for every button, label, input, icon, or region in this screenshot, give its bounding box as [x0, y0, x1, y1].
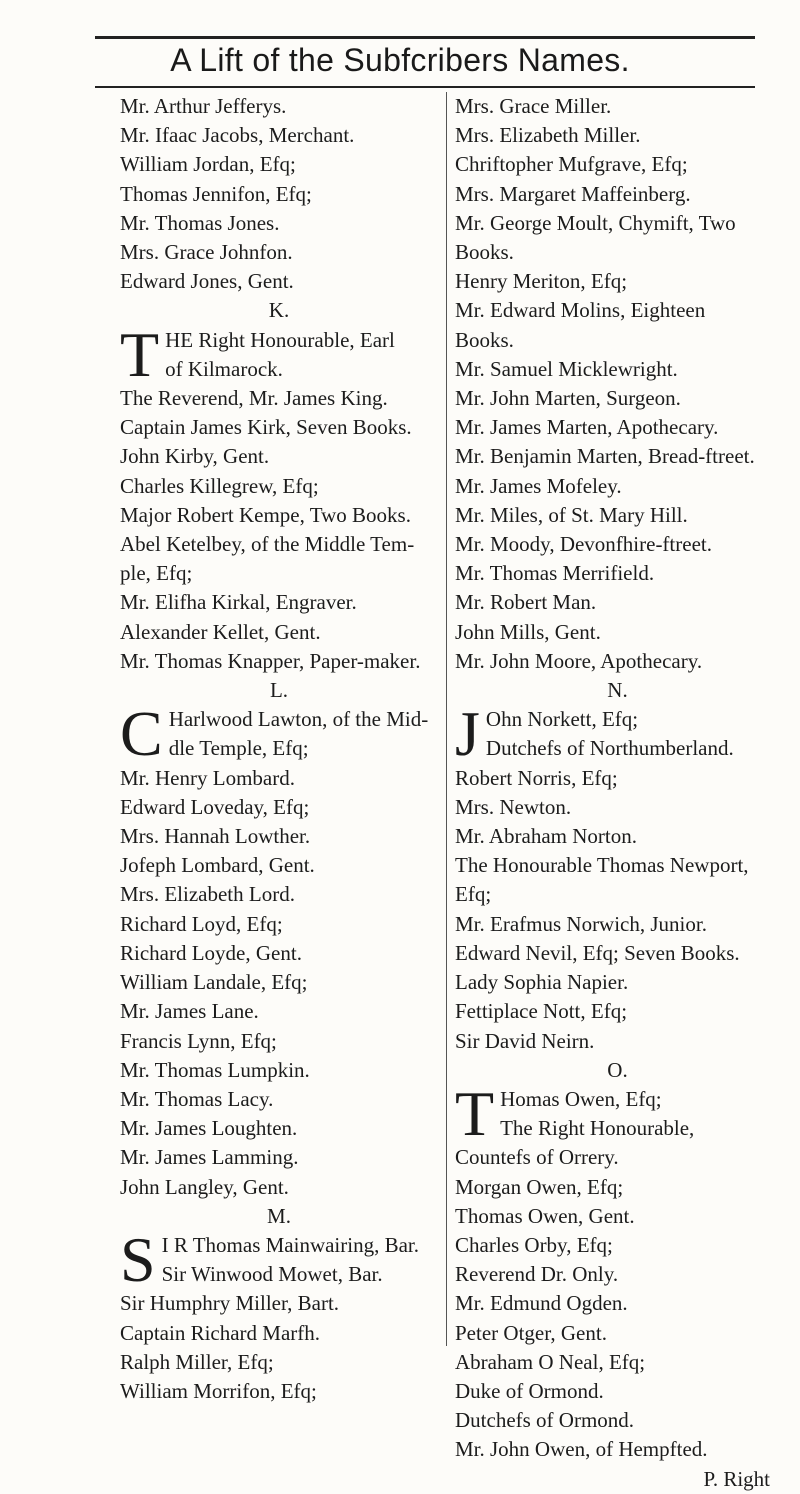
- list-item: The Reverend, Mr. James King.: [120, 386, 388, 411]
- list-item: William Jordan, Efq;: [120, 152, 296, 177]
- column-divider: [446, 92, 447, 1346]
- list-item: Lady Sophia Napier.: [455, 970, 629, 995]
- list-item: Dutchefs of Northumberland.: [485, 736, 734, 761]
- list-item: Peter Otger, Gent.: [455, 1320, 607, 1345]
- list-item: Mr. Samuel Micklewright.: [455, 356, 678, 381]
- list-item: Sir Humphry Miller, Bart.: [120, 1291, 340, 1316]
- list-item: Mrs. Margaret Maffeinberg.: [455, 181, 691, 206]
- section-letter-m: M.: [267, 1203, 291, 1228]
- list-item: Major Robert Kempe, Two Books.: [120, 502, 411, 527]
- list-item: Mr. John Moore, Apothecary.: [455, 648, 703, 673]
- list-item: Charles Orby, Efq;: [455, 1232, 613, 1257]
- list-item: Reverend Dr. Only.: [455, 1262, 619, 1287]
- list-item: Mr. Henry Lombard.: [120, 765, 295, 790]
- list-item: Mr. James Lane.: [120, 999, 259, 1024]
- list-item: The Honourable Thomas Newport,: [455, 853, 749, 878]
- list-item: Sir David Neirn.: [455, 1028, 595, 1053]
- list-item: Mr. Thomas Lumpkin.: [120, 1057, 310, 1082]
- list-item: Thomas Owen, Gent.: [455, 1203, 635, 1228]
- section-letter-l: L.: [269, 678, 289, 703]
- drop-cap: T: [120, 318, 160, 390]
- list-item: Mr. Moody, Devonfhire-ftreet.: [455, 532, 712, 557]
- list-item: Mr. Ifaac Jacobs, Merchant.: [120, 123, 355, 148]
- section-k-opening: [120, 318, 438, 390]
- drop-cap: C: [120, 698, 163, 770]
- section-o-opening: [455, 1077, 780, 1149]
- list-item: Mr. James Loughten.: [120, 1116, 298, 1141]
- list-item: ple, Efq;: [120, 561, 193, 586]
- page-title: A Lift of the Subfcribers Names.: [170, 42, 630, 78]
- list-item: Mr. Miles, of St. Mary Hill.: [455, 502, 688, 527]
- list-item: Captain Richard Marfh.: [120, 1320, 321, 1345]
- list-item: Mr. James Mofeley.: [455, 473, 622, 498]
- list-item: Mrs. Elizabeth Lord.: [120, 882, 295, 907]
- drop-cap: T: [455, 1077, 495, 1149]
- list-item: William Morrifon, Efq;: [120, 1378, 317, 1403]
- section-letter-k: K.: [268, 298, 290, 323]
- list-item: Mr. James Marten, Apothecary.: [455, 415, 719, 440]
- list-item: Homas Owen, Efq;: [500, 1086, 662, 1111]
- list-item: I R Thomas Mainwairing, Bar.: [161, 1232, 420, 1257]
- list-item: Edward Nevil, Efq; Seven Books.: [455, 940, 740, 965]
- list-item: Abraham O Neal, Efq;: [455, 1349, 646, 1374]
- list-item: Edward Loveday, Efq;: [120, 794, 310, 819]
- section-letter-n: N.: [607, 678, 628, 703]
- list-item: Henry Meriton, Efq;: [455, 269, 628, 294]
- list-item: Fettiplace Nott, Efq;: [455, 999, 628, 1024]
- list-item: Mr. Thomas Knapper, Paper-maker.: [120, 648, 421, 673]
- list-item: Countefs of Orrery.: [455, 1145, 619, 1170]
- left-column: [120, 92, 438, 1406]
- list-item: John Kirby, Gent.: [120, 444, 270, 469]
- list-item: Mr. Edward Molins, Eighteen: [455, 298, 706, 323]
- list-item: Ohn Norkett, Efq;: [485, 707, 639, 732]
- section-l-opening: [120, 698, 438, 770]
- list-item: Mrs. Grace Miller.: [455, 94, 612, 118]
- list-item: Charles Killegrew, Efq;: [120, 473, 319, 498]
- list-item: Mrs. Elizabeth Miller.: [455, 123, 641, 148]
- list-item: Edward Jones, Gent.: [120, 269, 294, 294]
- list-item: Mrs. Grace Johnfon.: [120, 240, 293, 265]
- list-item: Alexander Kellet, Gent.: [120, 619, 321, 644]
- list-item: Chriftopher Mufgrave, Efq;: [455, 152, 688, 177]
- list-item: Mr. Erafmus Norwich, Junior.: [455, 911, 707, 936]
- list-item: John Langley, Gent.: [120, 1174, 289, 1199]
- list-item: Richard Loyde, Gent.: [120, 940, 302, 965]
- list-item: Mr. George Moult, Chymift, Two: [455, 210, 736, 235]
- right-column: [455, 92, 780, 1494]
- list-item: John Mills, Gent.: [455, 619, 601, 644]
- drop-cap: S: [120, 1223, 156, 1295]
- section-n-opening: [455, 698, 780, 770]
- list-item: Jofeph Lombard, Gent.: [120, 853, 315, 878]
- list-item: Mr. Robert Man.: [455, 590, 597, 615]
- list-item: Books.: [455, 240, 514, 265]
- list-item: Dutchefs of Ormond.: [455, 1408, 635, 1433]
- list-item: Mr. Benjamin Marten, Bread-ftreet.: [455, 444, 755, 469]
- list-item: Richard Loyd, Efq;: [120, 911, 283, 936]
- list-item: Captain James Kirk, Seven Books.: [120, 415, 412, 440]
- list-item: Mr. Thomas Jones.: [120, 210, 280, 235]
- list-item: Mr. Arthur Jefferys.: [120, 94, 287, 118]
- list-item: Mr. Abraham Norton.: [455, 824, 637, 849]
- header-rule-bottom: [95, 86, 755, 88]
- list-item: Mr. Edmund Ogden.: [455, 1291, 628, 1316]
- list-item: Sir Winwood Mowet, Bar.: [161, 1262, 383, 1287]
- list-item: Ralph Miller, Efq;: [120, 1349, 274, 1374]
- list-item: Francis Lynn, Efq;: [120, 1028, 277, 1053]
- list-item: of Kilmarock.: [165, 356, 283, 381]
- drop-cap: J: [455, 698, 480, 770]
- list-item: Duke of Ormond.: [455, 1378, 604, 1403]
- list-item: Mr. Thomas Lacy.: [120, 1086, 274, 1111]
- list-item: Mrs. Hannah Lowther.: [120, 824, 311, 849]
- list-item: Harlwood Lawton, of the Mid-: [168, 707, 429, 732]
- list-item: Morgan Owen, Efq;: [455, 1174, 624, 1199]
- list-item: Mr. Thomas Merrifield.: [455, 561, 655, 586]
- list-item: Abel Ketelbey, of the Middle Tem-: [120, 532, 415, 557]
- list-item: William Landale, Efq;: [120, 970, 308, 995]
- list-item: dle Temple, Efq;: [168, 736, 309, 761]
- list-item: Robert Norris, Efq;: [455, 765, 618, 790]
- list-item: The Right Honourable,: [500, 1116, 695, 1141]
- list-item: Efq;: [455, 882, 492, 907]
- list-item: Mrs. Newton.: [455, 794, 572, 819]
- list-item: Thomas Jennifon, Efq;: [120, 181, 312, 206]
- catchword: P. Right: [703, 1466, 770, 1491]
- list-item: Mr. John Owen, of Hempfted.: [455, 1437, 708, 1462]
- list-item: Mr. John Marten, Surgeon.: [455, 386, 681, 411]
- section-letter-o: O.: [607, 1057, 628, 1082]
- list-item: Books.: [455, 327, 514, 352]
- list-item: HE Right Honourable, Earl: [165, 327, 395, 352]
- list-item: Mr. James Lamming.: [120, 1145, 299, 1170]
- section-m-opening: [120, 1223, 438, 1295]
- list-item: Mr. Elifha Kirkal, Engraver.: [120, 590, 357, 615]
